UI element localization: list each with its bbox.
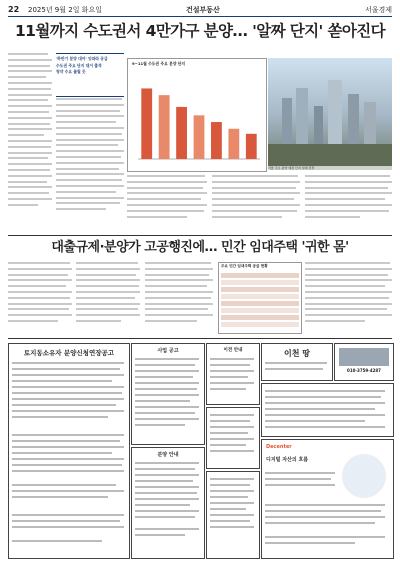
article-column-3 — [127, 175, 207, 231]
table-row — [221, 322, 299, 327]
article-column-5 — [305, 175, 392, 231]
article2-column-3 — [145, 262, 213, 334]
section-divider — [8, 338, 392, 339]
chart-bar — [246, 134, 257, 159]
pull-quote-line: 청약 수요 몰릴 듯 — [56, 69, 86, 74]
issue-date: 2025년 9월 2일 화요일 — [28, 6, 102, 14]
table-row — [221, 301, 299, 306]
article-column-4 — [212, 175, 300, 231]
article2-column-1 — [8, 262, 72, 334]
page-number: 22 — [8, 5, 20, 14]
ad-title: 이천 땅 — [284, 349, 310, 358]
table-row — [221, 315, 299, 320]
advertisement-land — [261, 343, 333, 381]
advertisement-notice — [8, 343, 130, 559]
chart-bar — [159, 95, 170, 159]
ad-title: 토지동소유자 분양신청연장공고 — [23, 349, 115, 357]
ad-title: 이전 안내 — [223, 348, 243, 353]
advertisement-building — [334, 343, 394, 381]
table-row — [221, 280, 299, 285]
advertisement-notice-3 — [131, 447, 205, 559]
pull-quote-line: 수도권 주요 단지 대거 출격 — [56, 62, 102, 68]
pull-quote — [56, 53, 124, 97]
chart-bar — [211, 122, 222, 159]
pull-quote-line: '하반기 분양 대어' 잇따라 공급 — [56, 56, 108, 61]
table-row — [221, 294, 299, 299]
table-title: 주요 민간 임대주택 공급 현황 — [221, 264, 268, 268]
chart-bar — [176, 107, 187, 159]
ad-graphic — [342, 454, 386, 498]
advertisement-decenter — [261, 439, 394, 559]
advertisement-small-3 — [206, 471, 260, 559]
page-header — [8, 4, 392, 17]
publication-name: 서울경제 — [364, 6, 392, 14]
bar-chart — [127, 58, 267, 172]
article2-column-4 — [305, 262, 392, 334]
chart-bar — [228, 129, 239, 159]
ad-phone: 010-3759-4287 — [347, 368, 381, 373]
news-photo — [268, 58, 392, 170]
table-row — [221, 273, 299, 278]
section-name: 건설부동산 — [186, 6, 220, 14]
article2-column-2 — [76, 262, 140, 334]
chart-title: 9~11월 수도권 주요 분양 단지 — [132, 61, 186, 66]
chart-bar — [141, 88, 152, 159]
ad-title: 분양 안내 — [157, 452, 179, 458]
advertisement-small-2 — [206, 407, 260, 469]
advertisement-listings — [261, 383, 394, 437]
photo-caption: 서울 주요 분양 예정 단지 일대 전경 — [268, 166, 392, 170]
article-column-1 — [8, 53, 52, 231]
article-column-2 — [56, 98, 124, 231]
chart-plot — [128, 69, 266, 169]
second-headline: 대출규제·분양가 고공행진에… 민간 임대주택 '귀한 몸' — [8, 235, 392, 260]
chart-bar — [194, 115, 205, 159]
main-headline: 11월까지 수도권서 4만가구 분양… '알짜 단지' 쏟아진다 — [15, 22, 385, 40]
table-row — [221, 308, 299, 313]
building-image — [339, 348, 389, 366]
ad-title: 디지털 자산의 흐름 — [266, 457, 309, 463]
advertisement-small-1 — [206, 343, 260, 405]
data-table — [218, 262, 302, 334]
advertisement-notice-2 — [131, 343, 205, 445]
decenter-logo: Decenter — [266, 444, 292, 450]
ad-title: 사업 공고 — [157, 348, 179, 354]
table-row — [221, 287, 299, 292]
